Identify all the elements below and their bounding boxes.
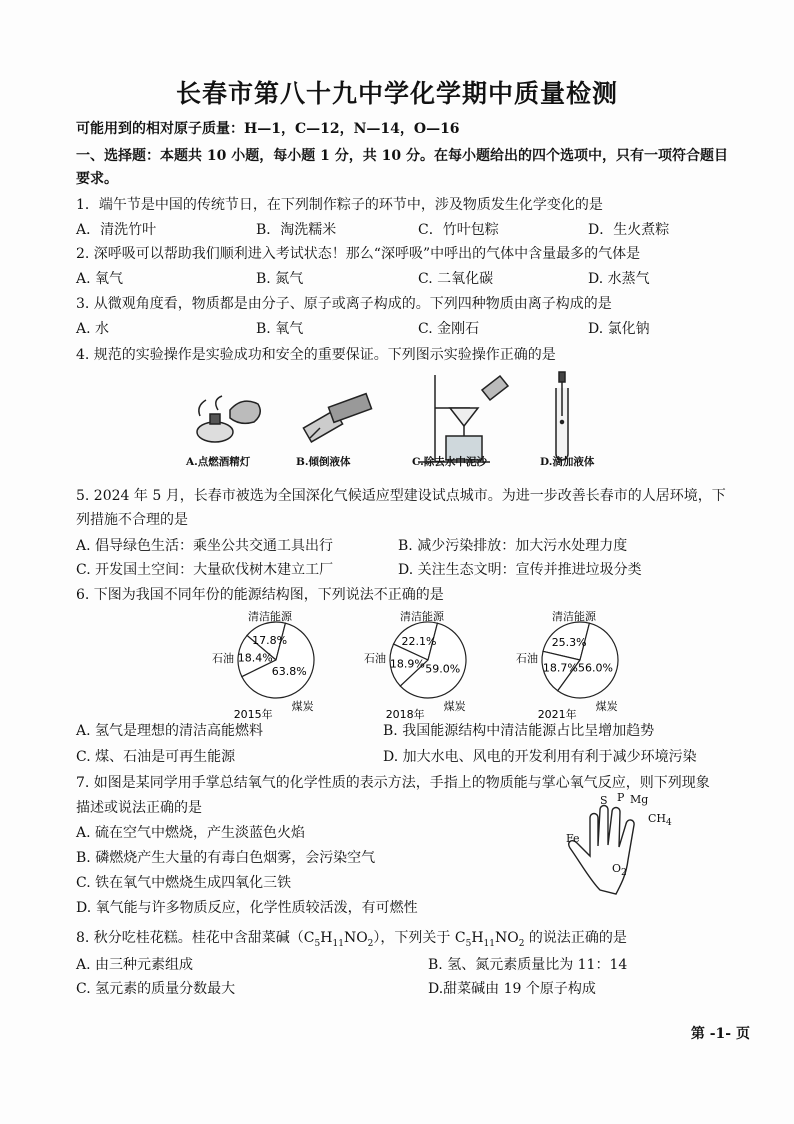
question-3-stem: 3. 从微观角度看，物质都是由分子、原子或离子构成的。下列四种物质由离子构成的是 (76, 296, 612, 312)
q2-option-b: B. 氮气 (256, 271, 304, 287)
q2-option-d: D. 水蒸气 (588, 271, 650, 287)
oxygen-hand-diagram (560, 790, 680, 900)
q3-option-c: C. 金刚石 (418, 321, 480, 337)
question-7-stem: 7. 如图是某同学用手掌总结氧气的化学性质的表示方法，手指上的物质能与掌心氧气反应，则下列现象 (76, 775, 710, 791)
question-8-stem: 8. 秋分吃桂花糕。桂花中含甜菜碱$(C_5H_{11}NO_2)$，下列关于 $C_5H_{11}NO_2$ 的说法正确的是 (76, 930, 627, 949)
q4-option-a: A.点燃酒精灯 (186, 456, 251, 468)
atomic-mass-note: 可能用到的相对原子质量：H—1，C—12，N—14，O—16 (76, 121, 460, 137)
q8-option-c: C. 氢元素的质量分数最大 (76, 981, 236, 997)
pie-category-label: 石油 (516, 652, 538, 665)
page-title: 长春市第八十九中学化学期中质量检测 (175, 79, 618, 108)
hand-label-mg: Mg (630, 793, 649, 806)
q7-option-c: C. 铁在氧气中燃烧生成四氧化三铁 (76, 875, 292, 891)
hand-label-fe: Fe (566, 832, 580, 845)
q5-option-d: D. 关注生态文明：宣传并推进垃圾分类 (398, 562, 642, 578)
pie-category-label: 清洁能源 (400, 610, 444, 623)
q1-option-b: B．淘洗糯米 (256, 222, 337, 238)
q1-option-d: D．生火煮粽 (588, 222, 670, 238)
q7-option-a: A. 硫在空气中燃烧，产生淡蓝色火焰 (76, 825, 306, 841)
q4-option-b: B.倾倒液体 (296, 456, 351, 468)
q1-option-a: A．清洗竹叶 (76, 222, 157, 238)
pie-category-label: 石油 (212, 652, 234, 665)
question-6-stem: 6. 下图为我国不同年份的能源结构图，下列说法不正确的是 (76, 587, 444, 603)
question-7-stem-cont: 描述或说法正确的是 (76, 800, 202, 816)
q6-option-b: B. 我国能源结构中清洁能源占比呈增加趋势 (383, 723, 655, 739)
hand-label-s: S (600, 794, 608, 807)
question-5-stem-cont: 列措施不合理的是 (76, 512, 188, 528)
pie-value-label: 25.3% (551, 636, 587, 650)
q1-option-c: C．竹叶包粽 (418, 222, 499, 238)
pie-year-label: 2015年 (233, 708, 273, 721)
hand-label-ch4: $CH_4$ (648, 812, 672, 829)
pie-category-label: 煤炭 (291, 700, 314, 713)
q3-option-d: D. 氯化钠 (588, 321, 650, 337)
q8-option-d: D.甜菜碱由 19 个原子构成 (428, 981, 596, 997)
hand-label-o2: $O_2$ (612, 862, 627, 879)
question-4-stem: 4. 规范的实验操作是实验成功和安全的重要保证。下列图示实验操作正确的是 (76, 347, 556, 363)
alcohol-lamp-icon (197, 396, 260, 442)
pie-year-label: 2018年 (385, 708, 425, 721)
dropper-test-tube-icon (556, 372, 568, 460)
question-5-stem: 5. 2024 年 5 月，长春市被选为全国深化气候适应型建设试点城市。为进一步改善长春市的人居环境，下 (76, 488, 726, 504)
question-2-stem: 2. 深呼吸可以帮助我们顺利进入考试状态！那么“深呼吸”中呼出的气体中含量最多的气体是 (76, 246, 641, 262)
pie-value-label: 56.0% (578, 661, 613, 675)
pie-value-label: 18.9% (389, 657, 425, 671)
section-heading-cont: 要求。 (76, 171, 118, 187)
energy-structure-pie-charts (200, 604, 660, 721)
q2-option-a: A. 氧气 (76, 271, 124, 287)
hand-icon (560, 790, 680, 900)
pie-year-label: 2021年 (537, 708, 577, 721)
pie-category-label: 清洁能源 (552, 610, 596, 623)
pie-category-label: 煤炭 (595, 700, 618, 713)
question-1-stem: 1．端午节是中国的传统节日，在下列制作粽子的环节中，涉及物质发生化学变化的是 (76, 197, 603, 213)
pie-value-label: 63.8% (271, 664, 307, 678)
pie-value-label: 18.4% (237, 651, 273, 665)
q5-option-c: C. 开发国土空间：大量砍伐树木建立工厂 (76, 562, 334, 578)
pie-value-label: 17.8% (252, 634, 288, 648)
pouring-liquid-icon (303, 394, 371, 442)
q5-option-b: B. 减少污染排放：加大污水处理力度 (398, 538, 628, 554)
q8-option-b: B. 氢、氮元素质量比为 11：14 (428, 957, 628, 973)
section-heading: 一、选择题：本题共 10 小题，每小题 1 分，共 10 分。在每小题给出的四个选项中，只有一项符合题目 (76, 148, 728, 164)
q6-option-d: D. 加大水电、风电的开发利用有利于减少环境污染 (383, 749, 697, 765)
pie-category-label: 煤炭 (443, 700, 466, 713)
q5-option-a: A. 倡导绿色生活：乘坐公共交通工具出行 (76, 538, 334, 554)
pie-value-label: 18.7% (542, 661, 578, 675)
pie-value-label: 22.1% (401, 635, 437, 649)
q7-option-d: D. 氧气能与许多物质反应，化学性质较活泼，有可燃性 (76, 900, 418, 916)
q6-option-c: C. 煤、石油是可再生能源 (76, 749, 236, 765)
page-number: 第 -1- 页 (690, 1026, 750, 1042)
q4-option-d: D.滴加液体 (540, 456, 595, 468)
q4-option-c: C.除去水中泥沙 (412, 456, 487, 468)
pie-value-label: 59.0% (425, 662, 461, 676)
q3-option-a: A. 水 (76, 321, 110, 337)
pie-category-label: 清洁能源 (248, 610, 292, 623)
pie-category-label: 石油 (364, 652, 386, 665)
q7-option-b: B. 磷燃烧产生大量的有毒白色烟雾，会污染空气 (76, 850, 376, 866)
q2-option-c: C. 二氧化碳 (418, 271, 494, 287)
filtration-apparatus-icon (418, 375, 508, 462)
q6-option-a: A. 氢气是理想的清洁高能燃料 (76, 723, 264, 739)
hand-label-p: P (617, 791, 625, 804)
q3-option-b: B. 氧气 (256, 321, 304, 337)
q8-option-a: A. 由三种元素组成 (76, 957, 194, 973)
